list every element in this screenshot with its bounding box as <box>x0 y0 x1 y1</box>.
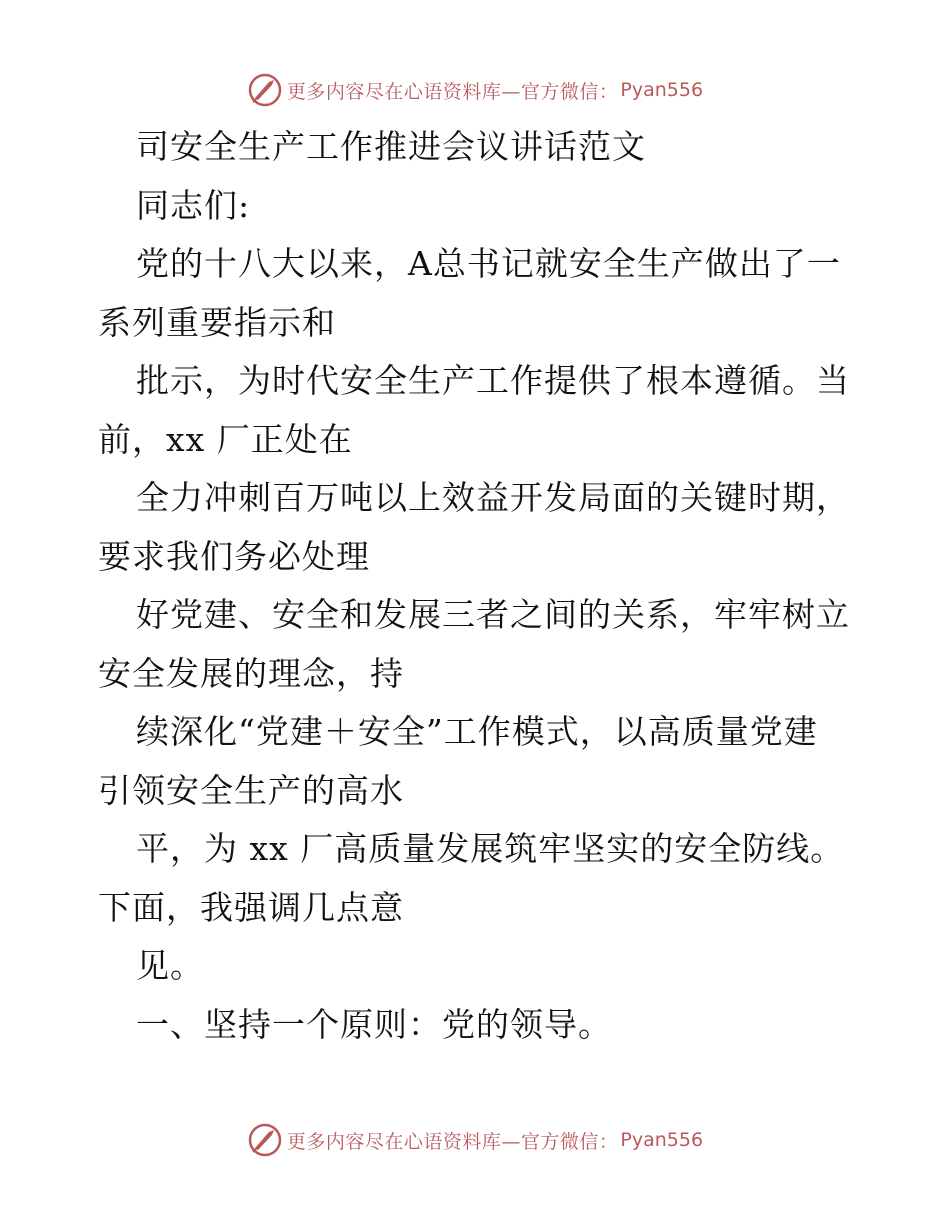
paragraph-line: 要求我们务必处理 <box>98 536 370 576</box>
header-watermark <box>0 70 950 110</box>
paragraph-line: 引领安全生产的高水 <box>98 770 404 810</box>
paragraph-line: 下面，我强调几点意 <box>98 887 404 927</box>
watermark-wechat-id: Pyan556 <box>620 79 704 101</box>
watermark-text: 更多内容尽在心语资料库—官方微信： <box>286 80 619 103</box>
watermark-text: 更多内容尽在心语资料库—官方微信： <box>286 1130 619 1153</box>
document-body <box>98 118 858 1054</box>
paragraph-line: 批示，为时代安全生产工作提供了根本遵循。当 <box>136 361 850 400</box>
footer-watermark <box>0 1120 950 1160</box>
paragraph-line: 续深化“党建＋安全”工作模式，以高质量党建 <box>136 712 818 751</box>
document-title: 司安全生产工作推进会议讲话范文 <box>136 127 646 166</box>
watermark-wechat-id: Pyan556 <box>620 1129 704 1151</box>
quill-logo-icon <box>247 1122 283 1158</box>
paragraph-line: 全力冲刺百万吨以上效益开发局面的关键时期， <box>136 478 850 517</box>
paragraph-line: 平，为 xx 厂高质量发展筑牢坚实的安全防线。 <box>136 829 845 868</box>
paragraph-line: 见。 <box>136 946 204 985</box>
quill-logo-icon <box>247 72 283 108</box>
paragraph-line: 前，xx 厂正处在 <box>98 419 353 459</box>
paragraph-line: 好党建、安全和发展三者之间的关系，牢牢树立 <box>136 595 850 634</box>
section-heading: 一、坚持一个原则：党的领导。 <box>136 1004 612 1044</box>
paragraph-line: 安全发展的理念，持 <box>98 653 404 693</box>
paragraph-line: 系列重要指示和 <box>98 302 336 342</box>
paragraph-line: 党的十八大以来，A总书记就安全生产做出了一 <box>136 244 841 283</box>
salutation: 同志们: <box>136 185 251 225</box>
